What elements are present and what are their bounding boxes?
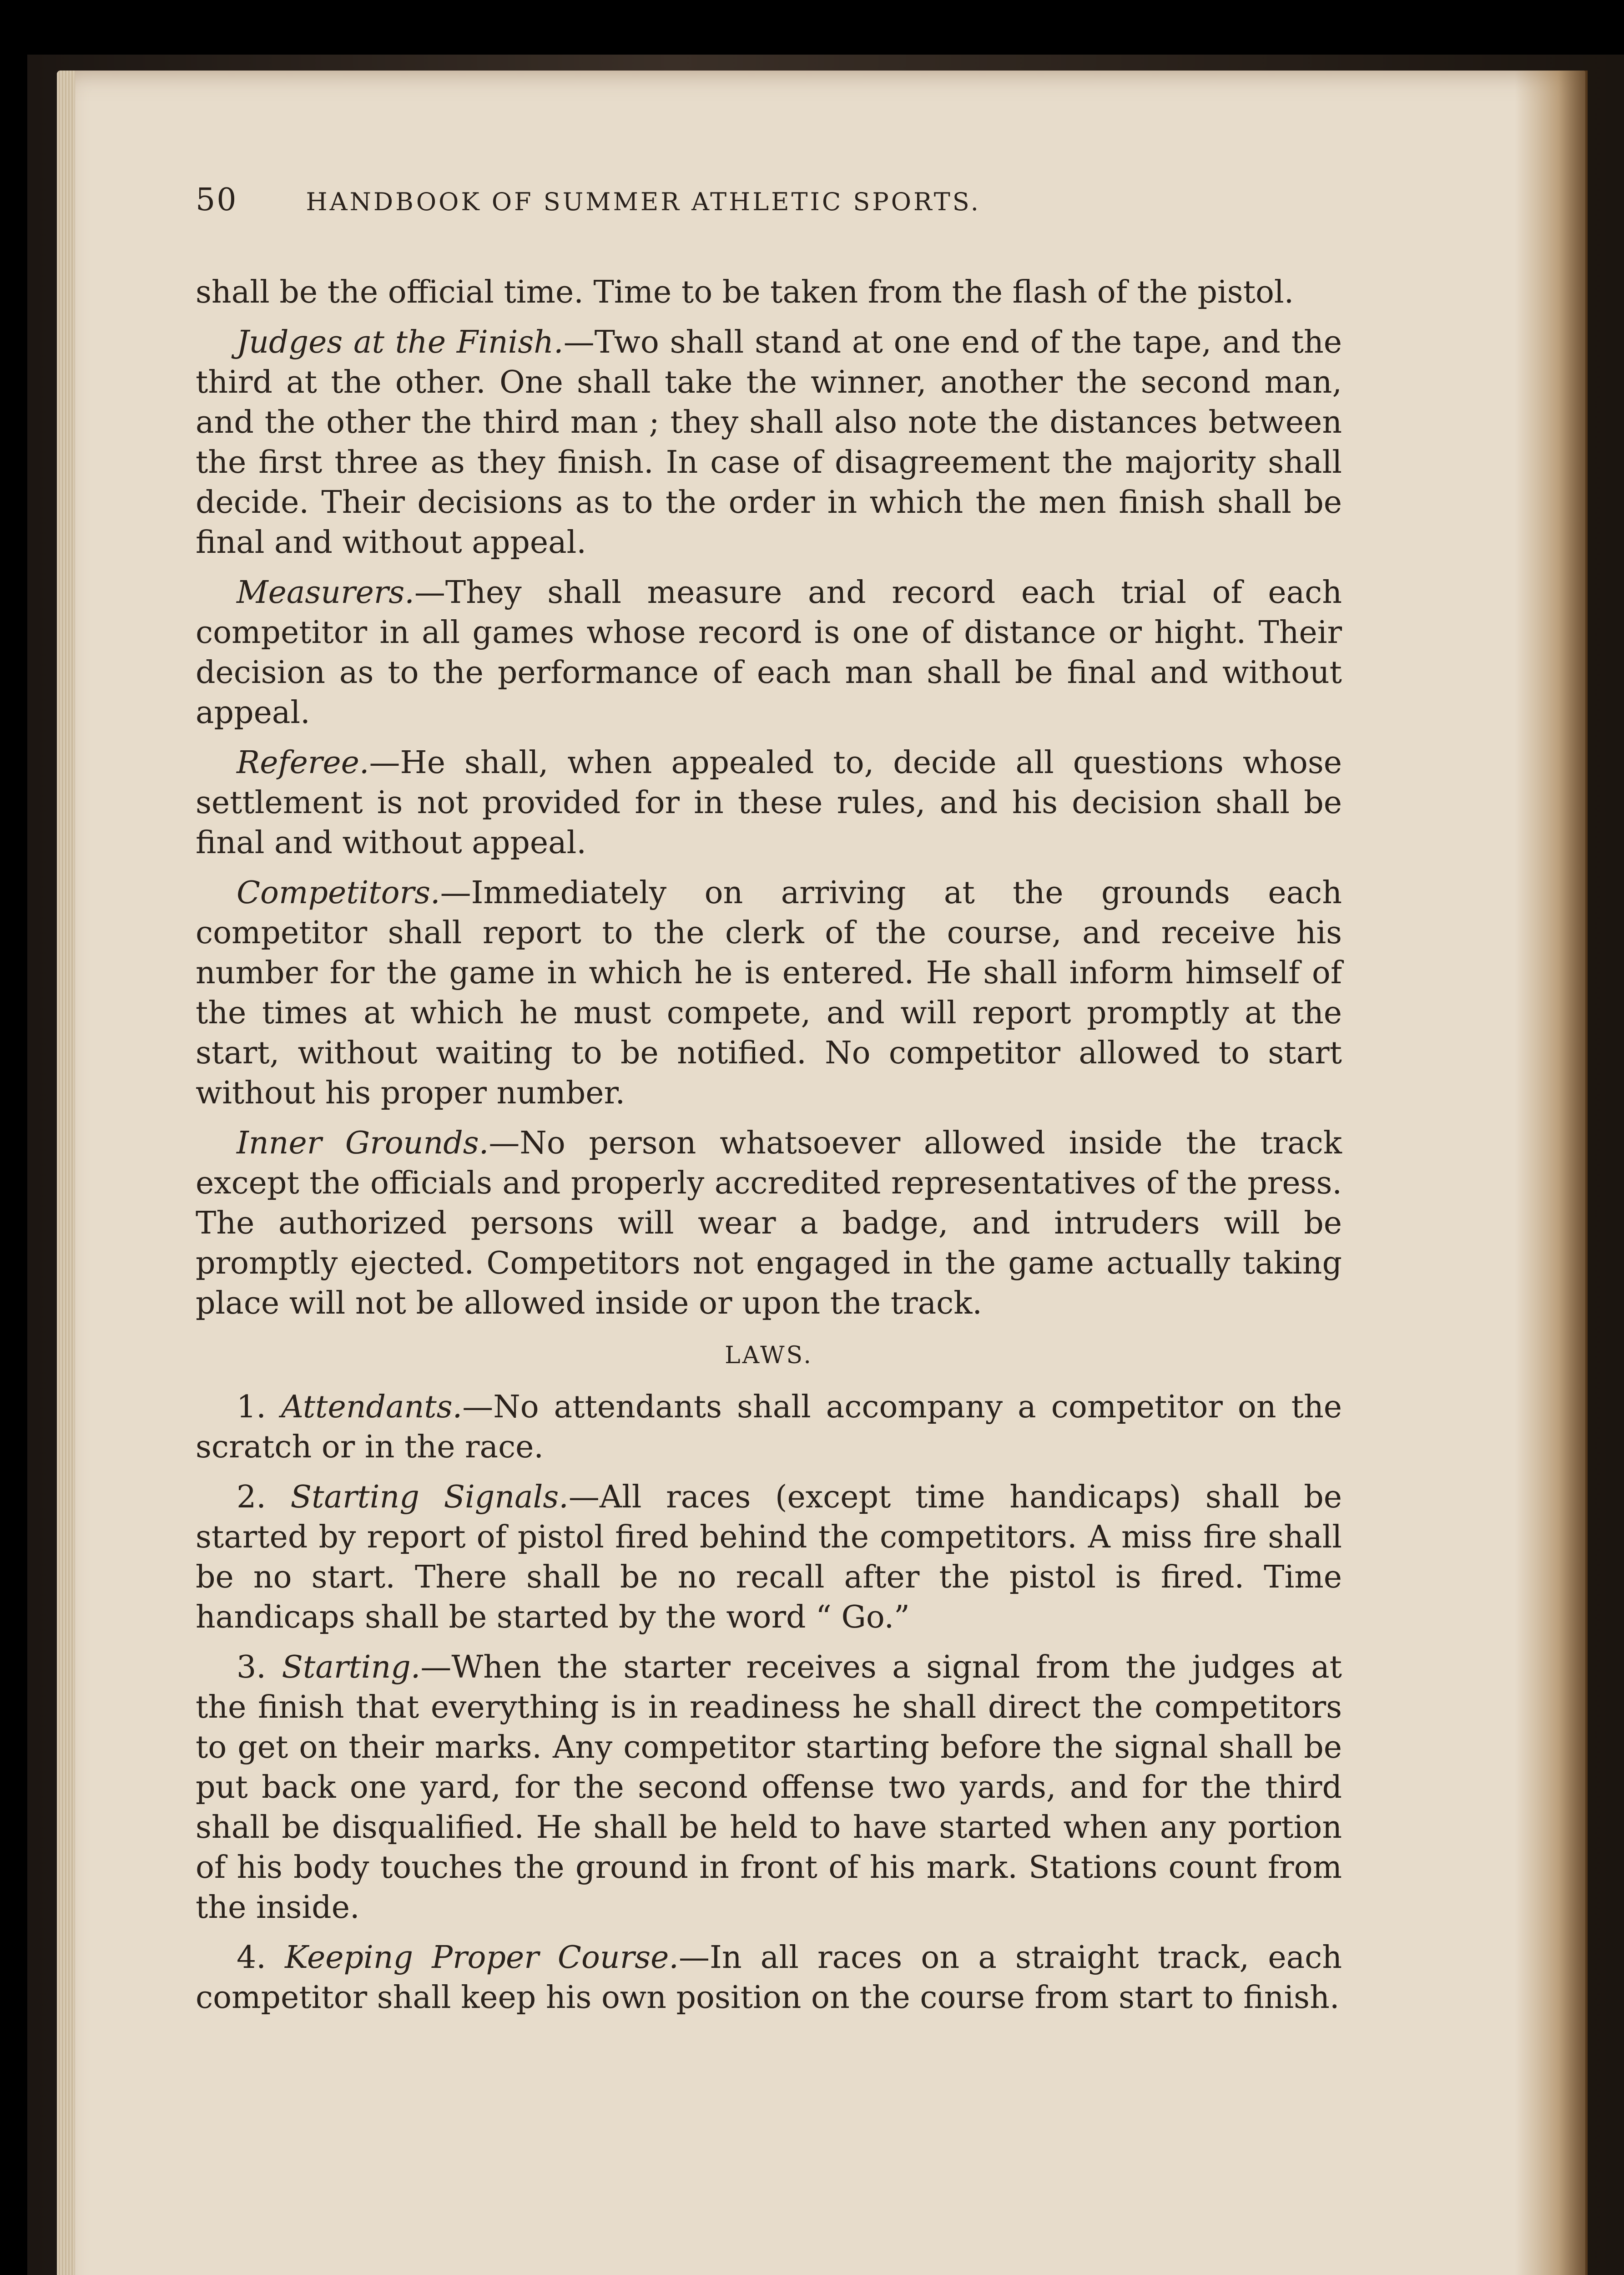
paragraph-lead: Referee.	[237, 745, 369, 781]
law-lead: Keeping Proper Course.	[285, 1940, 679, 1976]
paragraph-referee	[196, 743, 1342, 863]
running-head	[196, 182, 1342, 218]
paragraph-text: —They shall measure and record each trial of each competitor in all games whose record is one of distance or hight. Their decision as to the performance of each man shall be final and without appeal.	[196, 575, 1342, 731]
paragraph-lead: Competitors.	[237, 875, 440, 911]
page-edges	[57, 71, 75, 2275]
paragraph-competitors	[196, 873, 1342, 1113]
law-text: —All races (except time handicaps) shall be started by report of pistol fired behind the competitors. A miss fire shall be no start. There shall be no recall after the pistol is fired. Time handicaps shall be started by the word “ Go.”	[196, 1479, 1342, 1635]
paragraph-lead: Judges at the Finish.	[237, 324, 564, 360]
law-text: —No attendants shall accompany a competitor on the scratch or in the race.	[196, 1389, 1342, 1465]
law-keeping-course	[196, 1938, 1342, 2018]
book-gutter	[1515, 71, 1588, 2275]
page-number: 50	[196, 182, 238, 218]
paragraph-judges	[196, 323, 1342, 563]
law-starting-signals	[196, 1477, 1342, 1638]
paragraph-text: —Two shall stand at one end of the tape, and the third at the other. One shall take the winner, another the second man, and the other the third man ; they shall also note the distances between the first three as they finish. In case of disagreement the majority shall decide. Their decisions as to the order in which the men finish shall be final and without appeal.	[196, 324, 1342, 561]
law-number: 4.	[237, 1940, 266, 1976]
laws-heading: LAWS.	[725, 1342, 813, 1369]
paragraph-text: shall be the official time. Time to be taken from the flash of the pistol.	[196, 274, 1294, 310]
running-title: HANDBOOK OF SUMMER ATHLETIC SPORTS.	[306, 187, 981, 216]
paragraph-text: —Immediately on arriving at the grounds each competitor shall report to the clerk of the course, and receive his number for the game in which he is entered. He shall inform himself of the times at which he must compete, and will report promptly at the start, without waiting to be notified. No competitor allowed to start without his proper number.	[196, 875, 1342, 1111]
law-text: —When the starter receives a signal from the judges at the finish that everything is in readiness he shall direct the competitors to get on their marks. Any competitor starting before the signal shall be put back one yard, for the second offense two yards, and for the third shall be disqualified. He shall be held to have started when any portion of his body touches the ground in front of his mark. Stations count from the inside.	[196, 1649, 1342, 1926]
law-text: —In all races on a straight track, each competitor shall keep his own position on the course from start to finish.	[196, 1940, 1342, 2016]
law-number: 2.	[237, 1479, 266, 1515]
page-content	[196, 182, 1342, 2028]
law-starting	[196, 1648, 1342, 1928]
paragraph-text: —He shall, when appealed to, decide all questions whose settlement is not provided for in these rules, and his decision shall be final and without appeal.	[196, 745, 1342, 861]
law-lead: Starting Signals.	[290, 1479, 569, 1515]
law-number: 1.	[237, 1389, 266, 1425]
paragraph-lead: Inner Grounds.	[237, 1125, 489, 1161]
law-attendants	[196, 1387, 1342, 1467]
paragraph-text: —No person whatsoever allowed inside the track except the officials and properly accredited representatives of the press. The authorized persons will wear a badge, and intruders will be promptly ejected. Competitors not engaged in the game actually taking place will not be allowed inside or upon the track.	[196, 1125, 1342, 1321]
law-lead: Starting.	[282, 1649, 421, 1685]
law-lead: Attendants.	[281, 1389, 463, 1425]
paragraph-inner-grounds	[196, 1123, 1342, 1324]
law-number: 3.	[237, 1649, 266, 1685]
paragraph-lead: Measurers.	[237, 575, 414, 611]
paragraph-measurers	[196, 573, 1342, 733]
paragraph-continuation	[196, 273, 1342, 313]
